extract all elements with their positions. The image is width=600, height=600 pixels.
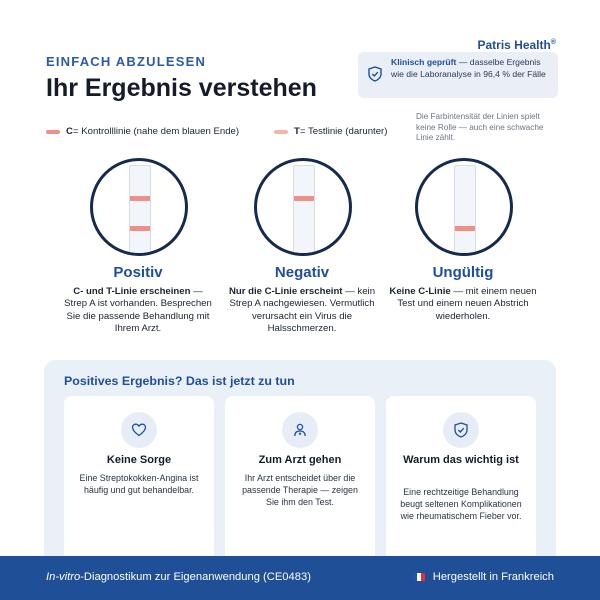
- card-title: Zum Arzt gehen: [258, 454, 342, 466]
- card-text: Eine rechtzeitige Behandlung beugt seltenen Komplikationen wie rheumatischem Fieber vor.: [400, 487, 522, 521]
- brand-name: Patris Health: [477, 38, 551, 52]
- france-flag-icon: [413, 573, 425, 581]
- legend-c-key: C: [66, 126, 73, 137]
- test-line: [130, 226, 150, 231]
- result-detail: — Strep A ist vorhanden. Besprechen Sie die passende Behandlung mit Ihrem Arzt.: [64, 286, 212, 335]
- result-text-invalid: [389, 286, 537, 323]
- brand-registered-mark: ®: [550, 39, 556, 46]
- test-strip-positive: [90, 158, 188, 256]
- footer-made-in: [413, 571, 554, 583]
- result-detail: — kein Strep A nachgewiesen. Vermutlich verursacht ein Virus die Halsschmerzen.: [229, 286, 376, 335]
- clinical-badge: [358, 52, 558, 98]
- eyebrow: EINFACH ABZULESEN: [46, 54, 207, 69]
- card-title: Warum das wichtig ist: [403, 454, 519, 466]
- control-line: [294, 196, 314, 201]
- result-text-negative: [228, 286, 376, 336]
- test-strip-invalid: [415, 158, 513, 256]
- result-bold: Nur die C-Linie erscheint: [228, 286, 343, 297]
- footer: [0, 556, 600, 600]
- result-title-negative: Negativ: [274, 264, 330, 281]
- test-strip: [454, 165, 476, 256]
- test-strip-negative: [254, 158, 352, 256]
- footer-italic: In-vitro: [46, 571, 81, 583]
- result-title-positive: Positiv: [113, 264, 163, 281]
- legend-control: [46, 126, 239, 137]
- result-text-positive: [64, 286, 212, 336]
- page-title: Ihr Ergebnis verstehen: [46, 74, 317, 102]
- test-strip: [129, 165, 151, 256]
- footer-ivd-rest: -Diagnostikum zur Eigenanwendung (CE0483): [80, 571, 311, 583]
- legend-t-text: = Testlinie (darunter): [299, 126, 388, 137]
- brand-logo: [477, 38, 556, 52]
- clinical-detail: — dasselbe Ergebnis wie die Laboranalyse in 96,4 % der Fälle: [391, 57, 546, 79]
- panel-title: Positives Ergebnis? Das ist jetzt zu tun: [64, 374, 295, 388]
- test-line: [455, 226, 475, 231]
- control-line-swatch: [46, 130, 60, 134]
- card-title: Keine Sorge: [106, 454, 172, 466]
- test-line-swatch: [274, 130, 288, 134]
- clinical-bold: Klinisch geprüft: [391, 57, 457, 67]
- clinical-text: [391, 57, 555, 80]
- result-bold: Keine C-Linie: [389, 286, 451, 297]
- doctor-icon: [282, 412, 318, 448]
- card-text: Eine Streptokokken-Angina ist häufig und gut behandelbar.: [79, 473, 199, 495]
- intensity-note: Die Farbintensität der Linien spielt keine Rolle — auch eine schwache Linie zählt.: [416, 112, 544, 143]
- card-text: Ihr Arzt entscheidet über die passende Therapie — zeigen Sie ihm den Test.: [242, 473, 358, 507]
- made-in-text: Hergestellt in Frankreich: [432, 571, 554, 583]
- control-line: [130, 196, 150, 201]
- footer-ivd-text: [46, 571, 311, 583]
- result-detail: — mit einem neuen Test und einem neuen Abstrich wiederholen.: [397, 286, 537, 322]
- legend-test: [274, 126, 387, 137]
- test-strip: [293, 165, 315, 256]
- shield-check-icon: [443, 412, 479, 448]
- legend-c-text: = Kontrolllinie (nahe dem blauen Ende): [72, 126, 240, 137]
- legend-t-key: T: [294, 126, 300, 137]
- shield-check-icon: [368, 66, 382, 87]
- result-title-invalid: Ungültig: [432, 264, 494, 281]
- result-bold: C- und T-Linie erscheinen: [73, 286, 191, 297]
- heart-icon: [121, 412, 157, 448]
